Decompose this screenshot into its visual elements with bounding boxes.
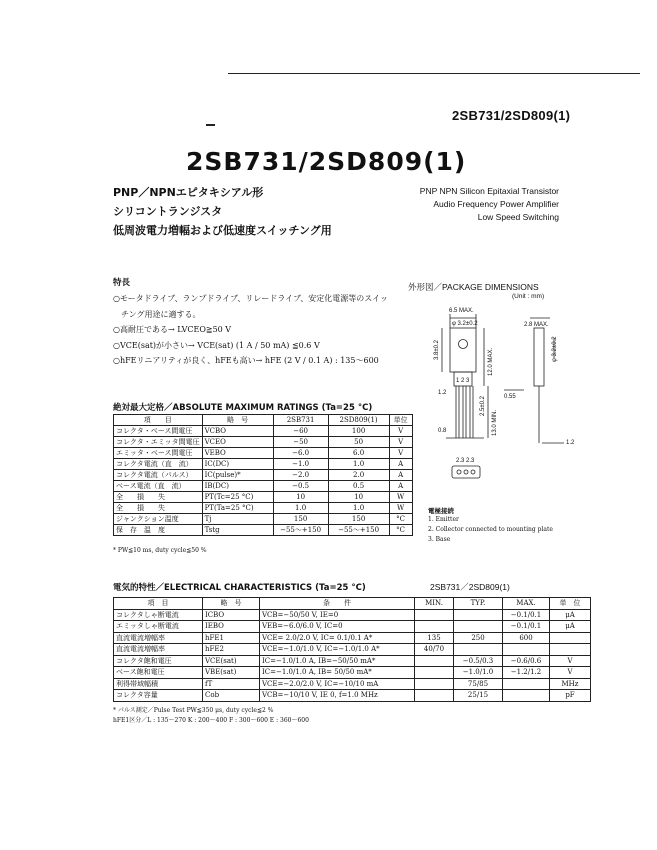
column-header: 条 件 [260, 598, 415, 610]
table-header-row [114, 598, 591, 610]
table-cell: IB(DC) [202, 481, 273, 492]
table-row [114, 644, 591, 656]
pin-connections [428, 506, 553, 545]
feature-item: ○hFEリニアリティが良く、hFEも高い→ hFE (2 V / 0.1 A) : 135～600 [113, 356, 379, 365]
table-cell: 直流電流増幅率 [114, 632, 203, 644]
column-header: MAX. [503, 598, 550, 610]
table-cell: 2.0 [328, 470, 389, 481]
table-row [114, 525, 413, 536]
dim-label: φ 3.2±0.2 [552, 336, 558, 362]
table-cell: 1.0 [328, 459, 389, 470]
page-title: 2SB731/2SD809(1) [186, 147, 467, 176]
table-cell: IC=−1.0/1.0 A, IB= 50/50 mA* [260, 667, 415, 679]
dim-label: 2.3 [456, 458, 465, 464]
table-cell: 保 存 温 度 [114, 525, 203, 536]
table-cell: −1.2/1.2 [503, 667, 550, 679]
dim-label: 1.2 [566, 440, 575, 446]
table-cell: −2.0 [273, 470, 328, 481]
jp-desc-line: シリコントランジスタ [113, 205, 223, 218]
table-cell: −0.6/0.6 [503, 655, 550, 667]
table-row [114, 492, 413, 503]
table-cell: 直流電流増幅率 [114, 644, 203, 656]
dim-label: 2.3 [466, 458, 475, 464]
dim-label: 12.0 MAX. [488, 347, 494, 376]
table-cell: 利得帯域幅積 [114, 678, 203, 690]
abs-max-note: * PW≦10 ms, duty cycle≦50 % [113, 547, 207, 554]
mounting-hole [459, 340, 468, 349]
table-cell: A [389, 481, 412, 492]
table-cell: hFE2 [203, 644, 260, 656]
table-cell: VCE=−2.0/2.0 V, IC=−10/10 mA [260, 678, 415, 690]
table-cell [550, 644, 591, 656]
table-cell: −1.0/1.0 [454, 667, 503, 679]
table-cell: ベース電流（直 流） [114, 481, 203, 492]
jp-desc-line: PNP／NPNエピタキシアル形 [113, 186, 264, 199]
pin-item: 2. Collector connected to mounting plate [428, 526, 553, 533]
table-cell: VCE= 2.0/2.0 V, IC= 0.1/0.1 A* [260, 632, 415, 644]
table-cell: 全 損 失 [114, 492, 203, 503]
table-cell: 100 [328, 426, 389, 437]
table-cell: IC=−1.0/1.0 A, IB=−50/50 mA* [260, 655, 415, 667]
table-cell: VCB=−10/10 V, IE 0, f=1.0 MHz [260, 690, 415, 702]
dim-label: 0.55 [504, 394, 516, 400]
en-desc-line: Low Speed Switching [477, 212, 559, 222]
table-cell [415, 690, 454, 702]
table-cell: VCBO [202, 426, 273, 437]
table-cell [415, 621, 454, 633]
feature-item: ○モータドライブ、ランプドライブ、リレードライブ、安定化電源等のスイッ [113, 294, 388, 303]
column-header: 項 目 [114, 415, 203, 426]
side-body [534, 328, 544, 386]
table-row [114, 514, 413, 525]
header-mark [206, 124, 215, 126]
table-cell: コレクタ飽和電圧 [114, 655, 203, 667]
table-cell: ジャンクション温度 [114, 514, 203, 525]
table-row [114, 609, 591, 621]
table-cell: PT(Tc=25 °C) [202, 492, 273, 503]
column-header: 項 目 [114, 598, 203, 610]
table-cell: IC(DC) [202, 459, 273, 470]
table-cell: μA [550, 609, 591, 621]
abs-max-table [113, 414, 413, 536]
table-row [114, 426, 413, 437]
table-cell: ICBO [203, 609, 260, 621]
dim-label: 13.0 MIN. [492, 409, 498, 436]
table-row [114, 437, 413, 448]
table-cell: VEBO [202, 448, 273, 459]
table-cell: W [389, 492, 412, 503]
table-cell: hFE1 [203, 632, 260, 644]
column-header: TYP. [454, 598, 503, 610]
table-cell: 0.5 [328, 481, 389, 492]
electrical-note: hFE1区分／L : 135～270 K : 200～400 F : 300～600 E : 360～600 [113, 717, 309, 724]
table-cell: VCE(sat) [203, 655, 260, 667]
pins-heading: 電極接続 [428, 507, 454, 515]
dim-label: φ 3.2±0.2 [452, 321, 478, 327]
table-cell: IC(pulse)* [202, 470, 273, 481]
dim-label: 3.8±0.2 [434, 340, 440, 360]
header-part-number: 2SB731/2SD809(1) [452, 108, 571, 123]
table-cell: コレクタしゃ断電流 [114, 609, 203, 621]
table-cell: IEBO [203, 621, 260, 633]
table-cell: コレクタ容量 [114, 690, 203, 702]
table-cell: W [389, 503, 412, 514]
table-cell: 600 [503, 632, 550, 644]
dim-label: 1.2 [438, 390, 447, 396]
table-cell: V [389, 448, 412, 459]
feature-item: チング用途に適する。 [113, 309, 201, 319]
table-cell [415, 678, 454, 690]
table-cell: fT [203, 678, 260, 690]
features-heading: 特長 [113, 278, 131, 288]
column-header: 2SB731 [273, 415, 328, 426]
table-cell: VCB=−50/50 V, IE=0 [260, 609, 415, 621]
table-cell: −0.5 [273, 481, 328, 492]
table-cell: −0.5/0.3 [454, 655, 503, 667]
table-cell: Tstg [202, 525, 273, 536]
table-cell: VCE=−1.0/1.0 V, IC=−1.0/1.0 A* [260, 644, 415, 656]
column-header: MIN. [415, 598, 454, 610]
table-cell: −0.1/0.1 [503, 609, 550, 621]
table-row [114, 481, 413, 492]
table-cell [454, 621, 503, 633]
column-header: 略 号 [202, 415, 273, 426]
table-cell: −6.0 [273, 448, 328, 459]
table-cell: コレクタ電流（パルス） [114, 470, 203, 481]
table-cell: エミッタ・ベース間電圧 [114, 448, 203, 459]
table-cell: V [550, 655, 591, 667]
table-cell [503, 690, 550, 702]
dim-label: 2.5±0.2 [480, 396, 486, 416]
table-cell [415, 655, 454, 667]
column-header: 略 号 [203, 598, 260, 610]
table-cell [454, 609, 503, 621]
table-cell: 1.0 [273, 503, 328, 514]
table-cell: 全 損 失 [114, 503, 203, 514]
pin-item: 1. Emitter [428, 516, 459, 523]
table-row [114, 470, 413, 481]
table-cell: −1.0 [273, 459, 328, 470]
abs-max-heading: 絶対最大定格／ABSOLUTE MAXIMUM RATINGS (Ta=25 °C) [113, 403, 373, 413]
en-desc-line: Audio Frequency Power Amplifier [433, 199, 559, 209]
package-body [450, 328, 476, 372]
table-cell: エミッタしゃ断電流 [114, 621, 203, 633]
column-header: 単位 [389, 415, 412, 426]
table-cell: −55～+150 [328, 525, 389, 536]
feature-item: ○VCE(sat)が小さい→ VCE(sat) (1 A / 50 mA) ≦0.6 V [113, 340, 320, 350]
dim-label: 2.8 MAX. [524, 322, 549, 328]
electrical-heading: 電気的特性／ELECTRICAL CHARACTERISTICS (Ta=25 °C) [113, 583, 366, 593]
table-cell [454, 644, 503, 656]
table-cell: 150 [273, 514, 328, 525]
table-cell: °C [389, 514, 412, 525]
table-cell: −55～+150 [273, 525, 328, 536]
table-cell [503, 678, 550, 690]
table-cell: コレクタ・エミッタ間電圧 [114, 437, 203, 448]
package-heading: 外形図／PACKAGE DIMENSIONS [408, 282, 539, 292]
table-row [114, 632, 591, 644]
pin-item: 3. Base [428, 536, 451, 543]
jp-desc-line: 低周波電力増幅および低速度スイッチング用 [113, 224, 332, 237]
table-row [114, 503, 413, 514]
table-row [114, 448, 413, 459]
pin-numbers: 1 2 3 [456, 378, 470, 384]
table-cell: PT(Ta=25 °C) [202, 503, 273, 514]
header-rule [228, 73, 640, 74]
electrical-note: * パルス測定／Pulse Test PW≦350 μs, duty cycle≦2 % [113, 707, 274, 714]
table-cell: VBE(sat) [203, 667, 260, 679]
dim-label: 0.8 [438, 428, 447, 434]
table-cell: 10 [273, 492, 328, 503]
table-cell [415, 609, 454, 621]
table-cell: V [389, 437, 412, 448]
table-cell: VCEO [202, 437, 273, 448]
table-cell: °C [389, 525, 412, 536]
table-cell: 250 [454, 632, 503, 644]
table-cell: コレクタ電流（直 流） [114, 459, 203, 470]
table-cell: ベース飽和電圧 [114, 667, 203, 679]
dim-label: 6.5 MAX. [449, 308, 474, 314]
bottom-view [452, 466, 480, 478]
table-row [114, 690, 591, 702]
table-cell: V [550, 667, 591, 679]
column-header: 2SD809(1) [328, 415, 389, 426]
table-cell: A [389, 470, 412, 481]
table-cell: 10 [328, 492, 389, 503]
table-cell: −50 [273, 437, 328, 448]
table-row [114, 459, 413, 470]
table-cell: Cob [203, 690, 260, 702]
table-cell: −60 [273, 426, 328, 437]
japanese-description [113, 183, 332, 240]
en-desc-line: PNP NPN Silicon Epitaxial Transistor [419, 186, 559, 196]
table-cell: コレクタ・ベース間電圧 [114, 426, 203, 437]
table-cell: 150 [328, 514, 389, 525]
table-cell [550, 632, 591, 644]
table-row [114, 678, 591, 690]
english-description [420, 185, 559, 224]
table-cell: 40/70 [415, 644, 454, 656]
table-cell: 6.0 [328, 448, 389, 459]
column-header: 単 位 [550, 598, 591, 610]
table-cell: 75/85 [454, 678, 503, 690]
table-cell: VEB=−6.0/6.0 V, IC=0 [260, 621, 415, 633]
package-drawing [404, 298, 584, 498]
table-cell: 50 [328, 437, 389, 448]
table-row [114, 621, 591, 633]
table-cell: μA [550, 621, 591, 633]
table-cell: pF [550, 690, 591, 702]
table-cell: 1.0 [328, 503, 389, 514]
table-cell: −0.1/0.1 [503, 621, 550, 633]
table-row [114, 655, 591, 667]
table-cell: V [389, 426, 412, 437]
table-header-row [114, 415, 413, 426]
table-cell: MHz [550, 678, 591, 690]
table-cell [415, 667, 454, 679]
table-cell: A [389, 459, 412, 470]
feature-item: ○高耐圧である→ LVCEO≧50 V [113, 325, 232, 334]
features-list [113, 291, 403, 369]
electrical-table [113, 597, 591, 702]
electrical-part-number: 2SB731／2SD809(1) [430, 582, 510, 592]
table-cell [503, 644, 550, 656]
package-unit: (Unit : mm) [512, 293, 545, 300]
table-cell: 135 [415, 632, 454, 644]
table-row [114, 667, 591, 679]
table-cell: 25/15 [454, 690, 503, 702]
table-cell: Tj [202, 514, 273, 525]
